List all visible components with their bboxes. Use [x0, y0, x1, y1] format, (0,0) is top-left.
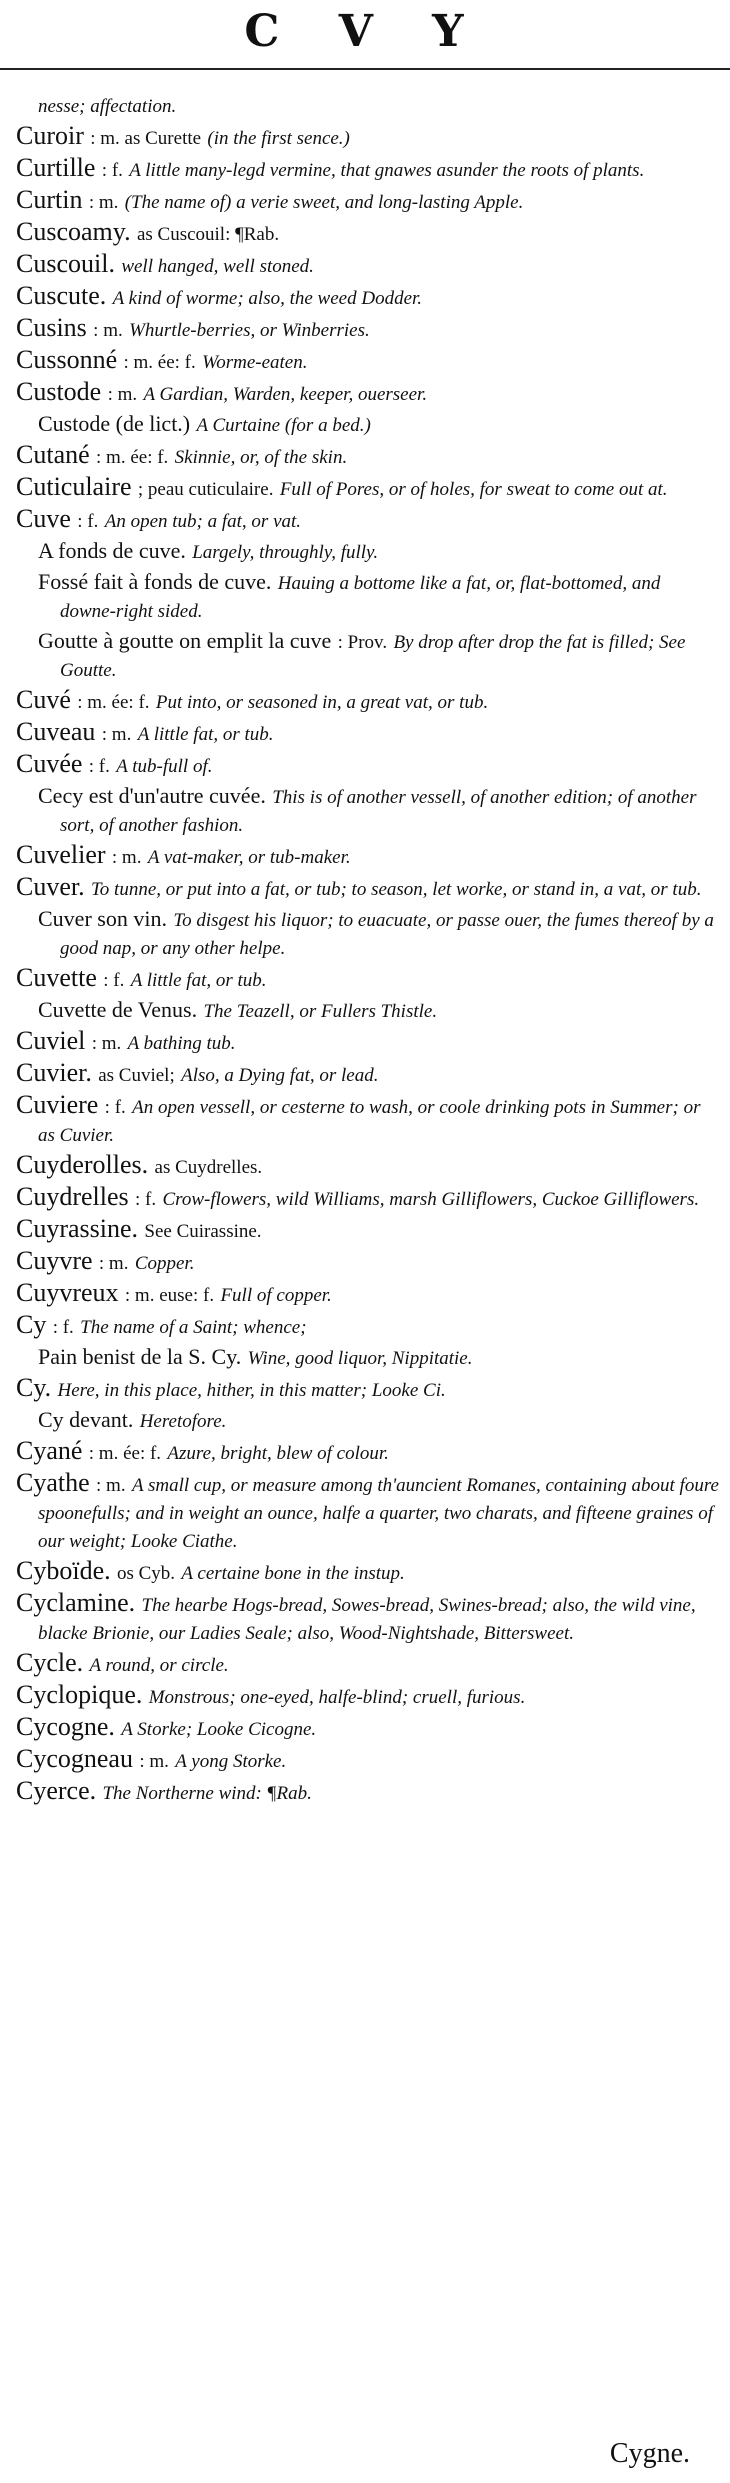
headword: Cecy est d'un'autre cuvée. [38, 783, 266, 808]
definition: Whurtle-berries, or Winberries. [129, 320, 370, 341]
definition: Full of copper. [220, 1285, 332, 1306]
grammar-note: : f. [103, 970, 125, 991]
dictionary-entry [16, 442, 720, 471]
definition: Hauing a bottome like a fat, or, flat-bottomed, and downe-right sided. [60, 573, 661, 622]
definition: A kind of worme; also, the weed Dodder. [112, 288, 423, 309]
dictionary-entry [16, 1650, 720, 1679]
dictionary-entry [16, 1714, 720, 1743]
grammar-note: : f. [88, 756, 110, 777]
dictionary-entry [16, 1312, 720, 1341]
definition: By drop after drop the fat is filled; See Goutte. [60, 632, 686, 681]
headword: Cuyrassine. [16, 1214, 139, 1243]
grammar-note: : Prov. [337, 632, 388, 653]
dictionary-entry [16, 1060, 720, 1089]
definition: nesse; affectation. [38, 96, 177, 117]
grammar-note: : m. ée: f. [88, 1443, 162, 1464]
definition: A certaine bone in the instup. [181, 1563, 405, 1584]
sub-entry [16, 1407, 720, 1435]
grammar-note: ; peau cuticulaire. [137, 479, 274, 500]
dictionary-entry [16, 1470, 720, 1555]
headword: Curtin [16, 185, 83, 214]
grammar-note: as Cuscouil: ¶Rab. [136, 224, 280, 245]
definition: Copper. [134, 1253, 195, 1274]
dictionary-entry [16, 92, 720, 120]
dictionary-entry [16, 874, 720, 903]
dictionary-entry [16, 187, 720, 216]
headword: A fonds de cuve. [38, 538, 186, 563]
sub-entry [16, 997, 720, 1025]
sub-entry [16, 538, 720, 566]
headword: Cyboïde. [16, 1556, 111, 1585]
dictionary-entry [16, 474, 720, 503]
definition: To tunne, or put into a fat, or tub; to season, let worke, or stand in, a vat, or tub. [90, 879, 702, 900]
headword: Cuscoamy. [16, 217, 131, 246]
definition: This is of another vessell, of another edition; of another sort, of another fashion. [60, 787, 697, 836]
dictionary-entry [16, 506, 720, 535]
dictionary-entry [16, 1590, 720, 1647]
headword: Curoir [16, 121, 84, 150]
definition: Skinnie, or, of the skin. [174, 447, 348, 468]
headword: Cy devant. [38, 1407, 134, 1432]
grammar-note: : m. [111, 847, 142, 868]
headword: Cyané [16, 1436, 83, 1465]
headword: Cuvette de Venus. [38, 997, 198, 1022]
dictionary-entry [16, 283, 720, 312]
definition: Monstrous; one-eyed, halfe-blind; cruell, furious. [148, 1687, 526, 1708]
dictionary-entry [16, 155, 720, 184]
dictionary-entry [16, 1746, 720, 1775]
definition: To disgest his liquor; to euacuate, or passe ouer, the fumes thereof by a good nap, or any other helpe. [60, 910, 714, 959]
dictionary-entry [16, 751, 720, 780]
definition: Largely, throughly, fully. [192, 542, 379, 563]
dictionary-entry [16, 1184, 720, 1213]
catchword: Cygne. [609, 2438, 690, 2469]
grammar-note: os Cyb. [116, 1563, 176, 1584]
headword: Cuver. [16, 872, 85, 901]
grammar-note: : f. [135, 1189, 157, 1210]
grammar-note: : f. [52, 1317, 74, 1338]
definition: A round, or circle. [89, 1655, 229, 1676]
definition: Crow-flowers, wild Williams, marsh Gilliflowers, Cuckoe Gilliflowers. [162, 1189, 700, 1210]
headword: Curtille [16, 153, 96, 182]
headword: Cuve [16, 504, 71, 533]
definition: The hearbe Hogs-bread, Sowes-bread, Swines-bread; also, the wild vine, blacke Brionie, our Ladies Seale; also, Wood-Nightshade, Bittersweet. [38, 1595, 696, 1644]
headword: Cuver son vin. [38, 906, 167, 931]
definition: A yong Storke. [175, 1751, 287, 1772]
definition: (The name of) a verie sweet, and long-lasting Apple. [124, 192, 524, 213]
headword: Cuvette [16, 963, 97, 992]
definition: Azure, bright, blew of colour. [167, 1443, 389, 1464]
sub-entry [16, 906, 720, 962]
definition: The name of a Saint; whence; [80, 1317, 307, 1338]
definition: (in the first sence.) [207, 128, 350, 149]
headword: Cyclopique. [16, 1680, 143, 1709]
definition: An open tub; a fat, or vat. [104, 511, 302, 532]
grammar-note: : m. [96, 1475, 126, 1496]
definition: Wine, good liquor, Nippitatie. [247, 1348, 473, 1369]
headword: Cuyvre [16, 1246, 93, 1275]
definition: A small cup, or measure among th'auncient Romanes, containing about foure spoonefulls; and in weight an ounce, halfe a quarter, two charats, and fifteene graines of our weight; Looke Ciathe. [38, 1475, 719, 1552]
grammar-note: : m. [107, 384, 138, 405]
dictionary-entry [16, 1280, 720, 1309]
grammar-note: : m. [91, 1033, 122, 1054]
headword: Goutte à goutte on emplit la cuve [38, 628, 332, 653]
definition: Heretofore. [139, 1411, 227, 1432]
headword: Cy. [16, 1373, 52, 1402]
headword: Cycogne. [16, 1712, 115, 1741]
dictionary-entry [16, 123, 720, 152]
running-head: C V Y [244, 6, 486, 57]
headword: Cuvier. [16, 1058, 92, 1087]
headword: Cussonné [16, 345, 118, 374]
definition: A Storke; Looke Cicogne. [121, 1719, 317, 1740]
entry-list [16, 92, 720, 1810]
definition: well hanged, well stoned. [121, 256, 314, 277]
grammar-note: : f. [101, 160, 123, 181]
headword: Cutané [16, 440, 90, 469]
definition: Also, a Dying fat, or lead. [181, 1065, 379, 1086]
grammar-note: : f. [77, 511, 99, 532]
headword: Cuyvreux [16, 1278, 119, 1307]
definition: A bathing tub. [127, 1033, 236, 1054]
grammar-note: : m. [139, 1751, 169, 1772]
grammar-note: : m. euse: f. [124, 1285, 215, 1306]
grammar-note: : m. [93, 320, 123, 341]
headword: Cuviel [16, 1026, 86, 1055]
headword: Cuscute. [16, 281, 107, 310]
headword: Cuscouil. [16, 249, 115, 278]
definition: The Teazell, or Fullers Thistle. [203, 1001, 438, 1022]
dictionary-entry [16, 687, 720, 716]
definition: Here, in this place, hither, in this matter; Looke Ci. [57, 1380, 446, 1401]
definition: Worme-eaten. [202, 352, 308, 373]
grammar-note: : f. [104, 1097, 126, 1118]
definition: A little fat, or tub. [130, 970, 267, 991]
definition: A Gardian, Warden, keeper, ouerseer. [143, 384, 428, 405]
headword: Custode (de lict.) [38, 411, 191, 436]
grammar-note: : m. ée: f. [77, 692, 150, 713]
definition: A Curtaine (for a bed.) [196, 415, 371, 436]
dictionary-entry [16, 1216, 720, 1245]
dictionary-entry [16, 219, 720, 248]
grammar-note: : m. as Curette [90, 128, 202, 149]
grammar-note: : m. [101, 724, 132, 745]
dictionary-entry [16, 842, 720, 871]
dictionary-entry [16, 1028, 720, 1057]
headword: Cusins [16, 313, 87, 342]
dictionary-entry [16, 379, 720, 408]
dictionary-entry [16, 1558, 720, 1587]
headword: Cuveau [16, 717, 96, 746]
sub-entry [16, 411, 720, 439]
headword: Cuviere [16, 1090, 99, 1119]
definition: A vat-maker, or tub-maker. [147, 847, 351, 868]
headword: Fossé fait à fonds de cuve. [38, 569, 272, 594]
sub-entry [16, 628, 720, 684]
headword: Cyerce. [16, 1776, 97, 1805]
sub-entry [16, 569, 720, 625]
grammar-note: See Cuirassine. [144, 1221, 262, 1242]
headword: Cuyderolles. [16, 1150, 149, 1179]
headword: Cuvé [16, 685, 71, 714]
grammar-note: as Cuydrelles. [154, 1157, 263, 1178]
headword: Cuticulaire [16, 472, 132, 501]
headword: Pain benist de la S. Cy. [38, 1344, 242, 1369]
dictionary-entry [16, 1248, 720, 1277]
dictionary-entry [16, 1152, 720, 1181]
dictionary-entry [16, 1375, 720, 1404]
headword: Cuvée [16, 749, 83, 778]
dictionary-entry [16, 719, 720, 748]
headword: Cuydrelles [16, 1182, 129, 1211]
definition: Full of Pores, or of holes, for sweat to come out at. [279, 479, 668, 500]
headword: Cyclamine. [16, 1588, 136, 1617]
definition: The Northerne wind: ¶Rab. [102, 1783, 312, 1804]
headword: Custode [16, 377, 102, 406]
dictionary-entry [16, 347, 720, 376]
grammar-note: : m. ée: f. [96, 447, 169, 468]
definition: A little many-legd vermine, that gnawes asunder the roots of plants. [129, 160, 645, 181]
sub-entry [16, 1344, 720, 1372]
headword: Cycogneau [16, 1744, 133, 1773]
header-rule [0, 68, 730, 70]
grammar-note: as Cuviel; [98, 1065, 175, 1086]
dictionary-entry [16, 1438, 720, 1467]
headword: Cy [16, 1310, 47, 1339]
headword: Cyathe [16, 1468, 90, 1497]
dictionary-entry [16, 1778, 720, 1807]
headword: Cuvelier [16, 840, 106, 869]
grammar-note: : m. ée: f. [123, 352, 196, 373]
grammar-note: : m. [88, 192, 119, 213]
dictionary-entry [16, 965, 720, 994]
grammar-note: : m. [98, 1253, 129, 1274]
dictionary-entry [16, 1092, 720, 1149]
definition: A little fat, or tub. [137, 724, 274, 745]
sub-entry [16, 783, 720, 839]
headword: Cycle. [16, 1648, 84, 1677]
definition: Put into, or seasoned in, a great vat, or tub. [155, 692, 489, 713]
dictionary-entry [16, 1682, 720, 1711]
dictionary-entry [16, 315, 720, 344]
definition: An open vessell, or cesterne to wash, or coole drinking pots in Summer; or as Cuvier. [38, 1097, 701, 1146]
dictionary-entry [16, 251, 720, 280]
definition: A tub-full of. [116, 756, 213, 777]
